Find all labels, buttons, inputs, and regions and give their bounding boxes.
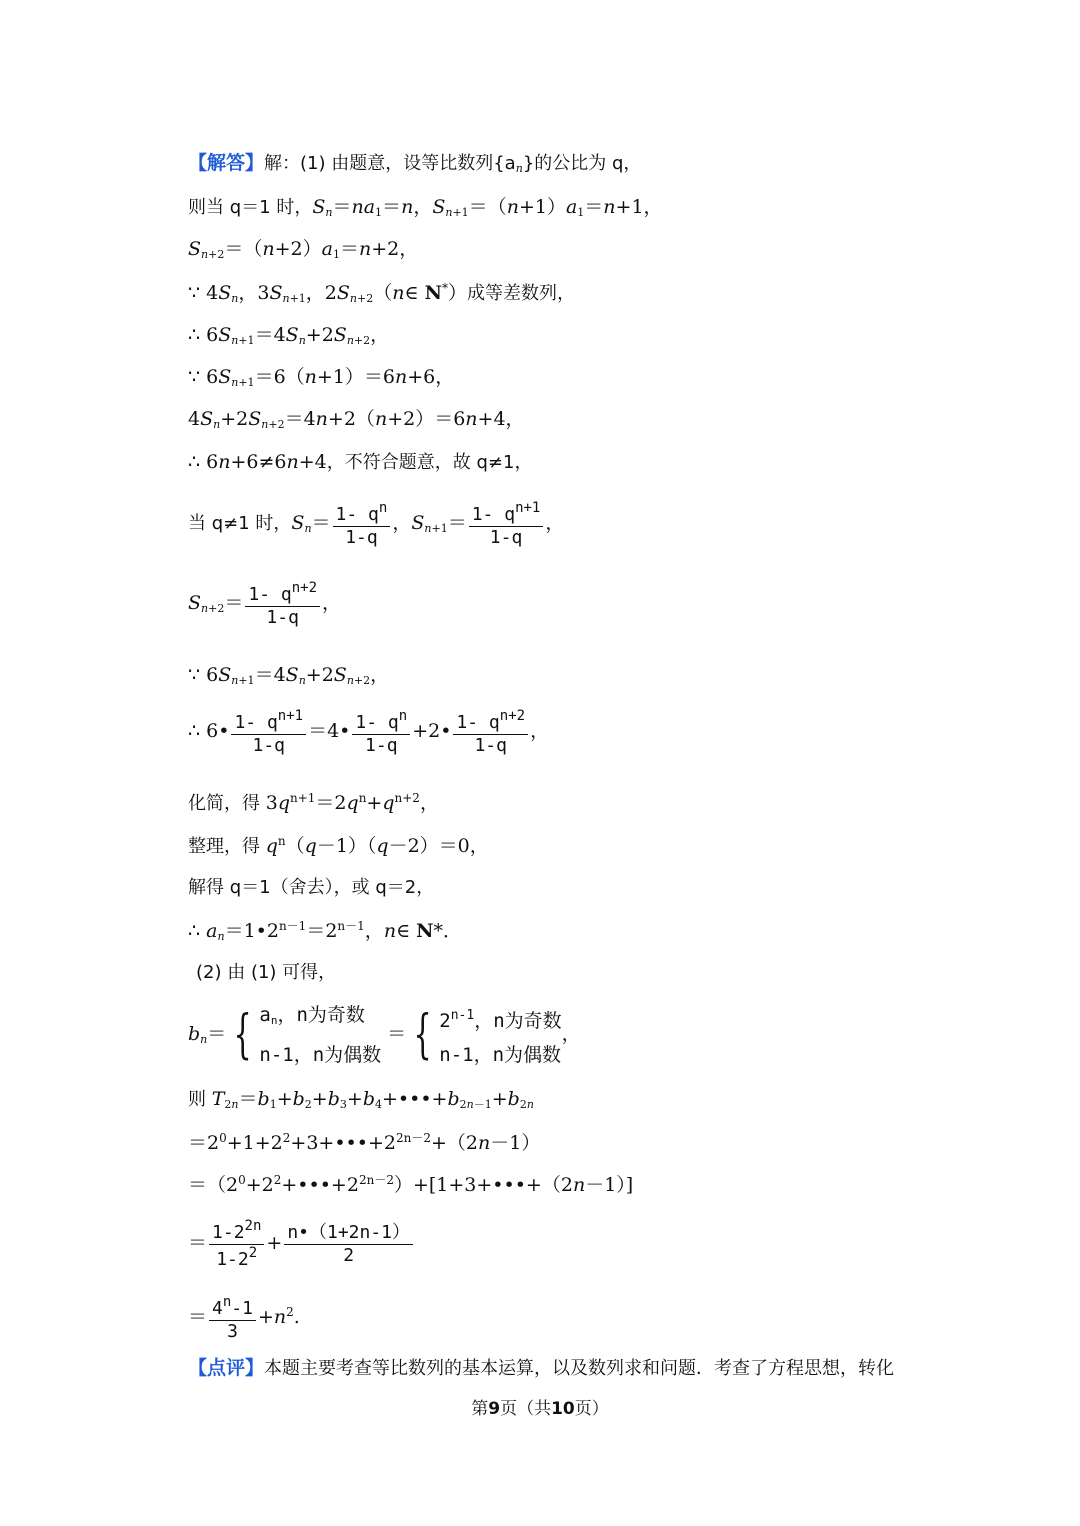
simplify-line: 化简，得 $3q^{n+1}=2q^n+q^{n+2}$， xyxy=(188,791,439,814)
fraction: $\frac{1- q^n}{1-q}$ xyxy=(352,708,410,756)
t2n-line: 则 T2n＝b1+b2+b3+b4+•••+b2n－1+b2n xyxy=(188,1088,534,1111)
fraction: $\frac{1- q^{n+2}}{1-q}$ xyxy=(245,580,320,628)
page-number: 9 xyxy=(488,1399,501,1419)
fraction: $\frac{1- q^{n+2}}{1-q}$ xyxy=(453,708,528,756)
fraction: $\frac{n•(1+2n-1)}{2}$ xyxy=(284,1222,413,1266)
fraction: $\frac{1- q^{n+1}}{1-q}$ xyxy=(231,708,306,756)
brace: { xyxy=(413,1005,432,1065)
equation-line-2: ∵ $6S_n+1=6(n+1)=6n+6$， xyxy=(188,366,455,389)
fraction: $\frac{1- q^{n+1}}{1-q}$ xyxy=(469,500,544,548)
result-line: ＝ $\frac{4^n-1}{3}$ $+n^2$. xyxy=(188,1294,300,1342)
fraction: $\frac{1-2^{2n}}{1-2^2}$ xyxy=(209,1218,264,1270)
equation-line-3: $4S_n+2S_n+2=4n+2(n+2)=6n+4$， xyxy=(188,408,525,431)
an-formula-line: ∴ $a_n=1•2^{n-1}=2^{n-1}$，n∈ N*． xyxy=(188,919,463,943)
sn2-fraction-line: $S_n+2=$ $\frac{1- q^{n+2}}{1-q}$ ， xyxy=(188,580,342,628)
fraction-equation-line: ∴ 6• $\frac{1- q^{n+1}}{1-q}$ ＝4• $\frac{1- q^n}{1-q}$ +2• $\frac{1- q^{n+2}}{1-q}$ ， xyxy=(188,708,550,756)
contradiction-line: ∴ 6n+6≠6n+4，不符合题意，故 q≠1， xyxy=(188,451,533,473)
equation-line-4: ∵ $6S_n+1=4S_n+2S_n+2$， xyxy=(188,664,390,687)
brace: { xyxy=(233,1005,252,1065)
page-footer: 第9页（共10页） xyxy=(471,1399,609,1419)
sum-line-3: ＝ $\frac{1-2^{2n}}{1-2^2}$ + $\frac{n•(1+2n-1)}{2}$ xyxy=(188,1218,415,1270)
equation-line-1: ∴ $6S_n+1=4S_n+2S_n+2$， xyxy=(188,324,390,347)
fraction: $\frac{4^n-1}{3}$ xyxy=(209,1294,256,1342)
total-pages: 10 xyxy=(551,1399,575,1419)
answer-header: 【解答】 xyxy=(188,152,265,174)
arith-condition-line: ∵ $4S_n$，$3S_n+1$，$2S_n+2(n\in$ N*）成等差数列， xyxy=(188,281,575,305)
fraction: $\frac{1- q^n}{1-q}$ xyxy=(333,500,391,548)
part2-line: (2) 由 (1) 可得， xyxy=(196,962,337,983)
arrange-line: 整理，得 $q^n(q-1)(q-2)=0$， xyxy=(188,834,489,857)
piecewise-line: $b_n=$ { an，n为奇数 n-1，n为偶数 ＝ { 2$^{n-1}$，n为奇数 n-1，n为偶数 ， xyxy=(188,998,581,1072)
solve-line: 解得 q＝1（舍去），或 q＝2， xyxy=(188,877,435,898)
sn2-line: $S_n+2=(n+2)a1=n+2$， xyxy=(188,238,419,261)
sum-line-2: $=(2^0+2^2+•••+2^{2n-2})+[1+3+•••+(2n-1)]$ xyxy=(188,1173,634,1196)
sum-line-1: $=2^0+1+2^2+3+•••+2^{2n-2}+(2n-1)$ xyxy=(188,1131,541,1154)
cases-left: an，n为奇数 n-1，n为偶数 xyxy=(259,1004,382,1066)
case-q1-line: 则当 q＝1 时，$S_n=na1=n$，$S_n+1=(n+1)a1=n+1$， xyxy=(188,196,663,219)
review-header: 【点评】 xyxy=(188,1357,265,1379)
answer-intro-line: 【解答】解：(1) 由题意，设等比数列$\{a_n\}$的公比为 q， xyxy=(188,152,642,175)
case-q-not-1-line: 当 q≠1 时，$S_n=$ $\frac{1- q^n}{1-q}$ ，$S_n+1=$ $\frac{1- q^{n+1}}{1-q}$ ， xyxy=(188,500,565,548)
cases-right: 2$^{n-1}$，n为奇数 n-1，n为偶数 xyxy=(439,1007,562,1066)
review-line: 【点评】本题主要考查等比数列的基本运算，以及数列求和问题．考查了方程思想，转化 xyxy=(188,1357,895,1379)
